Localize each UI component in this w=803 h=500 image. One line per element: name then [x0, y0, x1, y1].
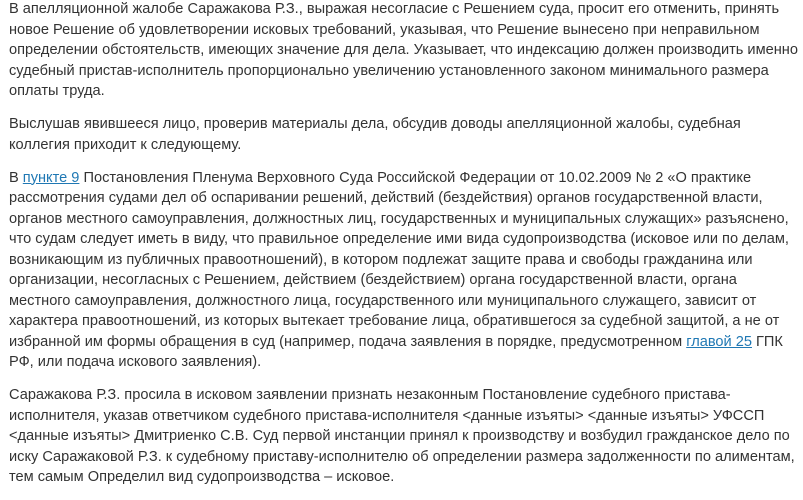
paragraph-plenum	[9, 168, 799, 373]
paragraph-plenum-text-1: В	[9, 169, 23, 186]
paragraph-plenum-text-2: Постановления Пленума Верховного Суда Российской Федерации от 10.02.2009 № 2 «О практике рассмотрения судами дел об оспаривании решений, действий (бездействия) органов государственной власти, органов местного самоуправления, должностных лиц, государственных и муниципальных служащих» разъяснено, что судам следует иметь в виду, что правильное определение ими вида судопроизводства (исковое или по делам, возникающим из публичных правоотношений), в котором подлежат защите права и свободы гражданина или организации, несогласных с Решением, действием (бездействием) органа государственной власти, органа местного самоуправления, должностного лица, государственного или муниципального служащего, зависит от характера правоотношений, из которых вытекает требование лица, обратившегося за судебной защитой, а не от избранной им формы обращения в суд (например, подача заявления в порядке, предусмотренном	[9, 169, 789, 350]
paragraph-plenum-text-3: ГПК РФ, или подача искового заявления).	[9, 333, 783, 370]
link-glava-25[interactable]: главой 25	[686, 333, 752, 350]
paragraph-appeal: В апелляционной жалобе Саражакова Р.З., выражая несогласие с Решением суда, просит его отменить, принять новое Решение об удовлетворении исковых требований, указывая, что Решение вынесено при неправильном определении обстоятельств, имеющих значение для дела. Указывает, что индексацию должен производить именно судебный пристав-исполнитель пропорционально увеличению установленного законом минимального размера оплаты труда.	[9, 1, 798, 99]
document-body	[9, 0, 799, 500]
link-punkt-9[interactable]: пункте 9	[22, 169, 80, 186]
paragraph-claim: Саражакова Р.З. просила в исковом заявлении признать незаконным Постановление судебного пристава-исполнителя, указав ответчиком судебного пристава-исполнителя <данные изъяты> <данные изъяты> УФССП <данные изъяты> Дмитриенко С.В. Суд первой инстанции принял к производству и возбудил гражданское дело по иску Саражаковой Р.З. к судебному приставу-исполнителю об определении размера задолженности по алиментам, тем самым Определил вид судопроизводства – исковое.	[9, 387, 795, 485]
paragraph-hearing: Выслушав явившееся лицо, проверив материалы дела, обсудив доводы апелляционной жалобы, судебная коллегия приходит к следующему.	[9, 116, 741, 153]
